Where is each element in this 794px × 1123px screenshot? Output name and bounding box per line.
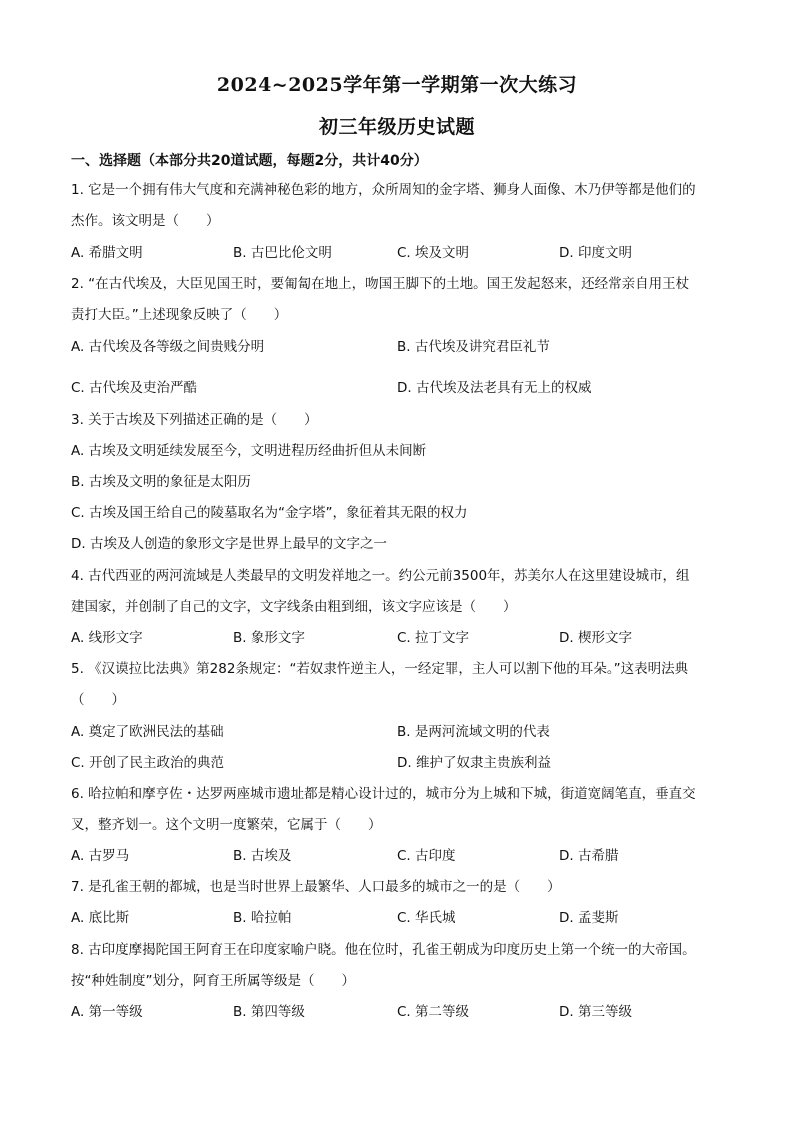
question-1-option-c: C. 埃及文明 xyxy=(397,245,470,261)
question-1-line-1: 1. 它是一个拥有伟大气度和充满神秘色彩的地方，众所周知的金字塔、狮身人面像、木乃伊等都是他们的 xyxy=(71,182,696,198)
question-2-line-2: 责打大臣。”上述现象反映了（ ） xyxy=(71,307,288,323)
question-5-option-c: C. 开创了民主政治的典范 xyxy=(71,755,225,771)
question-6-line-2: 叉，整齐划一。这个文明一度繁荣，它属于（ ） xyxy=(71,817,382,833)
question-3-option-a: A. 古埃及文明延续发展至今，文明进程历经曲折但从未间断 xyxy=(71,443,427,459)
question-7-option-a: A. 底比斯 xyxy=(71,910,130,926)
question-2-option-b: B. 古代埃及讲究君臣礼节 xyxy=(397,339,550,355)
question-2-option-a: A. 古代埃及各等级之间贵贱分明 xyxy=(71,339,265,355)
question-2-line-1: 2. “在古代埃及，大臣见国王时，要匍匐在地上，吻国王脚下的土地。国王发起怒来，还经常亲自用王杖 xyxy=(71,276,690,292)
question-8-option-b: B. 第四等级 xyxy=(233,1004,305,1020)
question-8-line-1: 8. 古印度摩揭陀国王阿育王在印度家喻户晓。他在位时，孔雀王朝成为印度历史上第一个统一的大帝国。 xyxy=(71,942,696,958)
question-1-line-2: 杰作。该文明是（ ） xyxy=(71,213,220,229)
question-8-line-2: 按“种姓制度”划分，阿育王所属等级是（ ） xyxy=(71,973,355,989)
question-5-option-b: B. 是两河流域文明的代表 xyxy=(397,724,550,740)
question-4-option-d: D. 楔形文字 xyxy=(559,630,632,646)
question-5-option-d: D. 维护了奴隶主贵族利益 xyxy=(397,755,551,771)
question-3-option-b: B. 古埃及文明的象征是太阳历 xyxy=(71,474,251,490)
exam-subtitle: 初三年级历史试题 xyxy=(318,116,475,138)
question-7-line-1: 7. 是孔雀王朝的都城，也是当时世界上最繁华、人口最多的城市之一的是（ ） xyxy=(71,879,561,895)
question-3-option-d: D. 古埃及人创造的象形文字是世界上最早的文字之一 xyxy=(71,536,387,552)
question-7-option-d: D. 孟斐斯 xyxy=(559,910,619,926)
question-8-option-a: A. 第一等级 xyxy=(71,1004,143,1020)
question-4-option-a: A. 线形文字 xyxy=(71,630,143,646)
question-8-option-d: D. 第三等级 xyxy=(559,1004,632,1020)
question-7-option-b: B. 哈拉帕 xyxy=(233,910,292,926)
question-5-line-2: （ ） xyxy=(71,692,125,708)
question-6-option-b: B. 古埃及 xyxy=(233,848,292,864)
question-6-line-1: 6. 哈拉帕和摩亨佐・达罗两座城市遗址都是精心设计过的，城市分为上城和下城，街道宽阔笔直，垂直交 xyxy=(71,786,696,802)
question-6-option-a: A. 古罗马 xyxy=(71,848,130,864)
question-1-option-a: A. 希腊文明 xyxy=(71,245,143,261)
question-4-option-c: C. 拉丁文字 xyxy=(397,630,470,646)
question-7-option-c: C. 华氏城 xyxy=(397,910,456,926)
section-heading: 一、选择题（本部分共20道试题，每题2分，共计40分） xyxy=(71,153,428,169)
question-8-option-c: C. 第二等级 xyxy=(397,1004,470,1020)
question-2-option-d: D. 古代埃及法老具有无上的权威 xyxy=(397,380,592,396)
question-6-option-c: C. 古印度 xyxy=(397,848,456,864)
exam-title: 2024~2025学年第一学期第一次大练习 xyxy=(216,74,578,96)
question-4-line-2: 建国家，并创制了自己的文字，文字线条由粗到细，该文字应该是（ ） xyxy=(71,599,517,615)
question-3-option-c: C. 古埃及国王给自己的陵墓取名为“金字塔”，象征着其无限的权力 xyxy=(71,505,468,521)
question-2-option-c: C. 古代埃及吏治严酷 xyxy=(71,380,198,396)
question-4-line-1: 4. 古代西亚的两河流域是人类最早的文明发祥地之一。约公元前3500年，苏美尔人在这里建设城市，组 xyxy=(71,568,690,584)
question-6-option-d: D. 古希腊 xyxy=(559,848,619,864)
question-1-option-b: B. 古巴比伦文明 xyxy=(233,245,332,261)
question-5-line-1: 5. 《汉谟拉比法典》第282条规定：“若奴隶忤逆主人，一经定罪，主人可以割下他的耳朵。”这表明法典 xyxy=(71,661,689,677)
question-5-option-a: A. 奠定了欧洲民法的基础 xyxy=(71,724,224,740)
question-3-line-1: 3. 关于古埃及下列描述正确的是（ ） xyxy=(71,412,318,428)
question-4-option-b: B. 象形文字 xyxy=(233,630,305,646)
question-1-option-d: D. 印度文明 xyxy=(559,245,632,261)
